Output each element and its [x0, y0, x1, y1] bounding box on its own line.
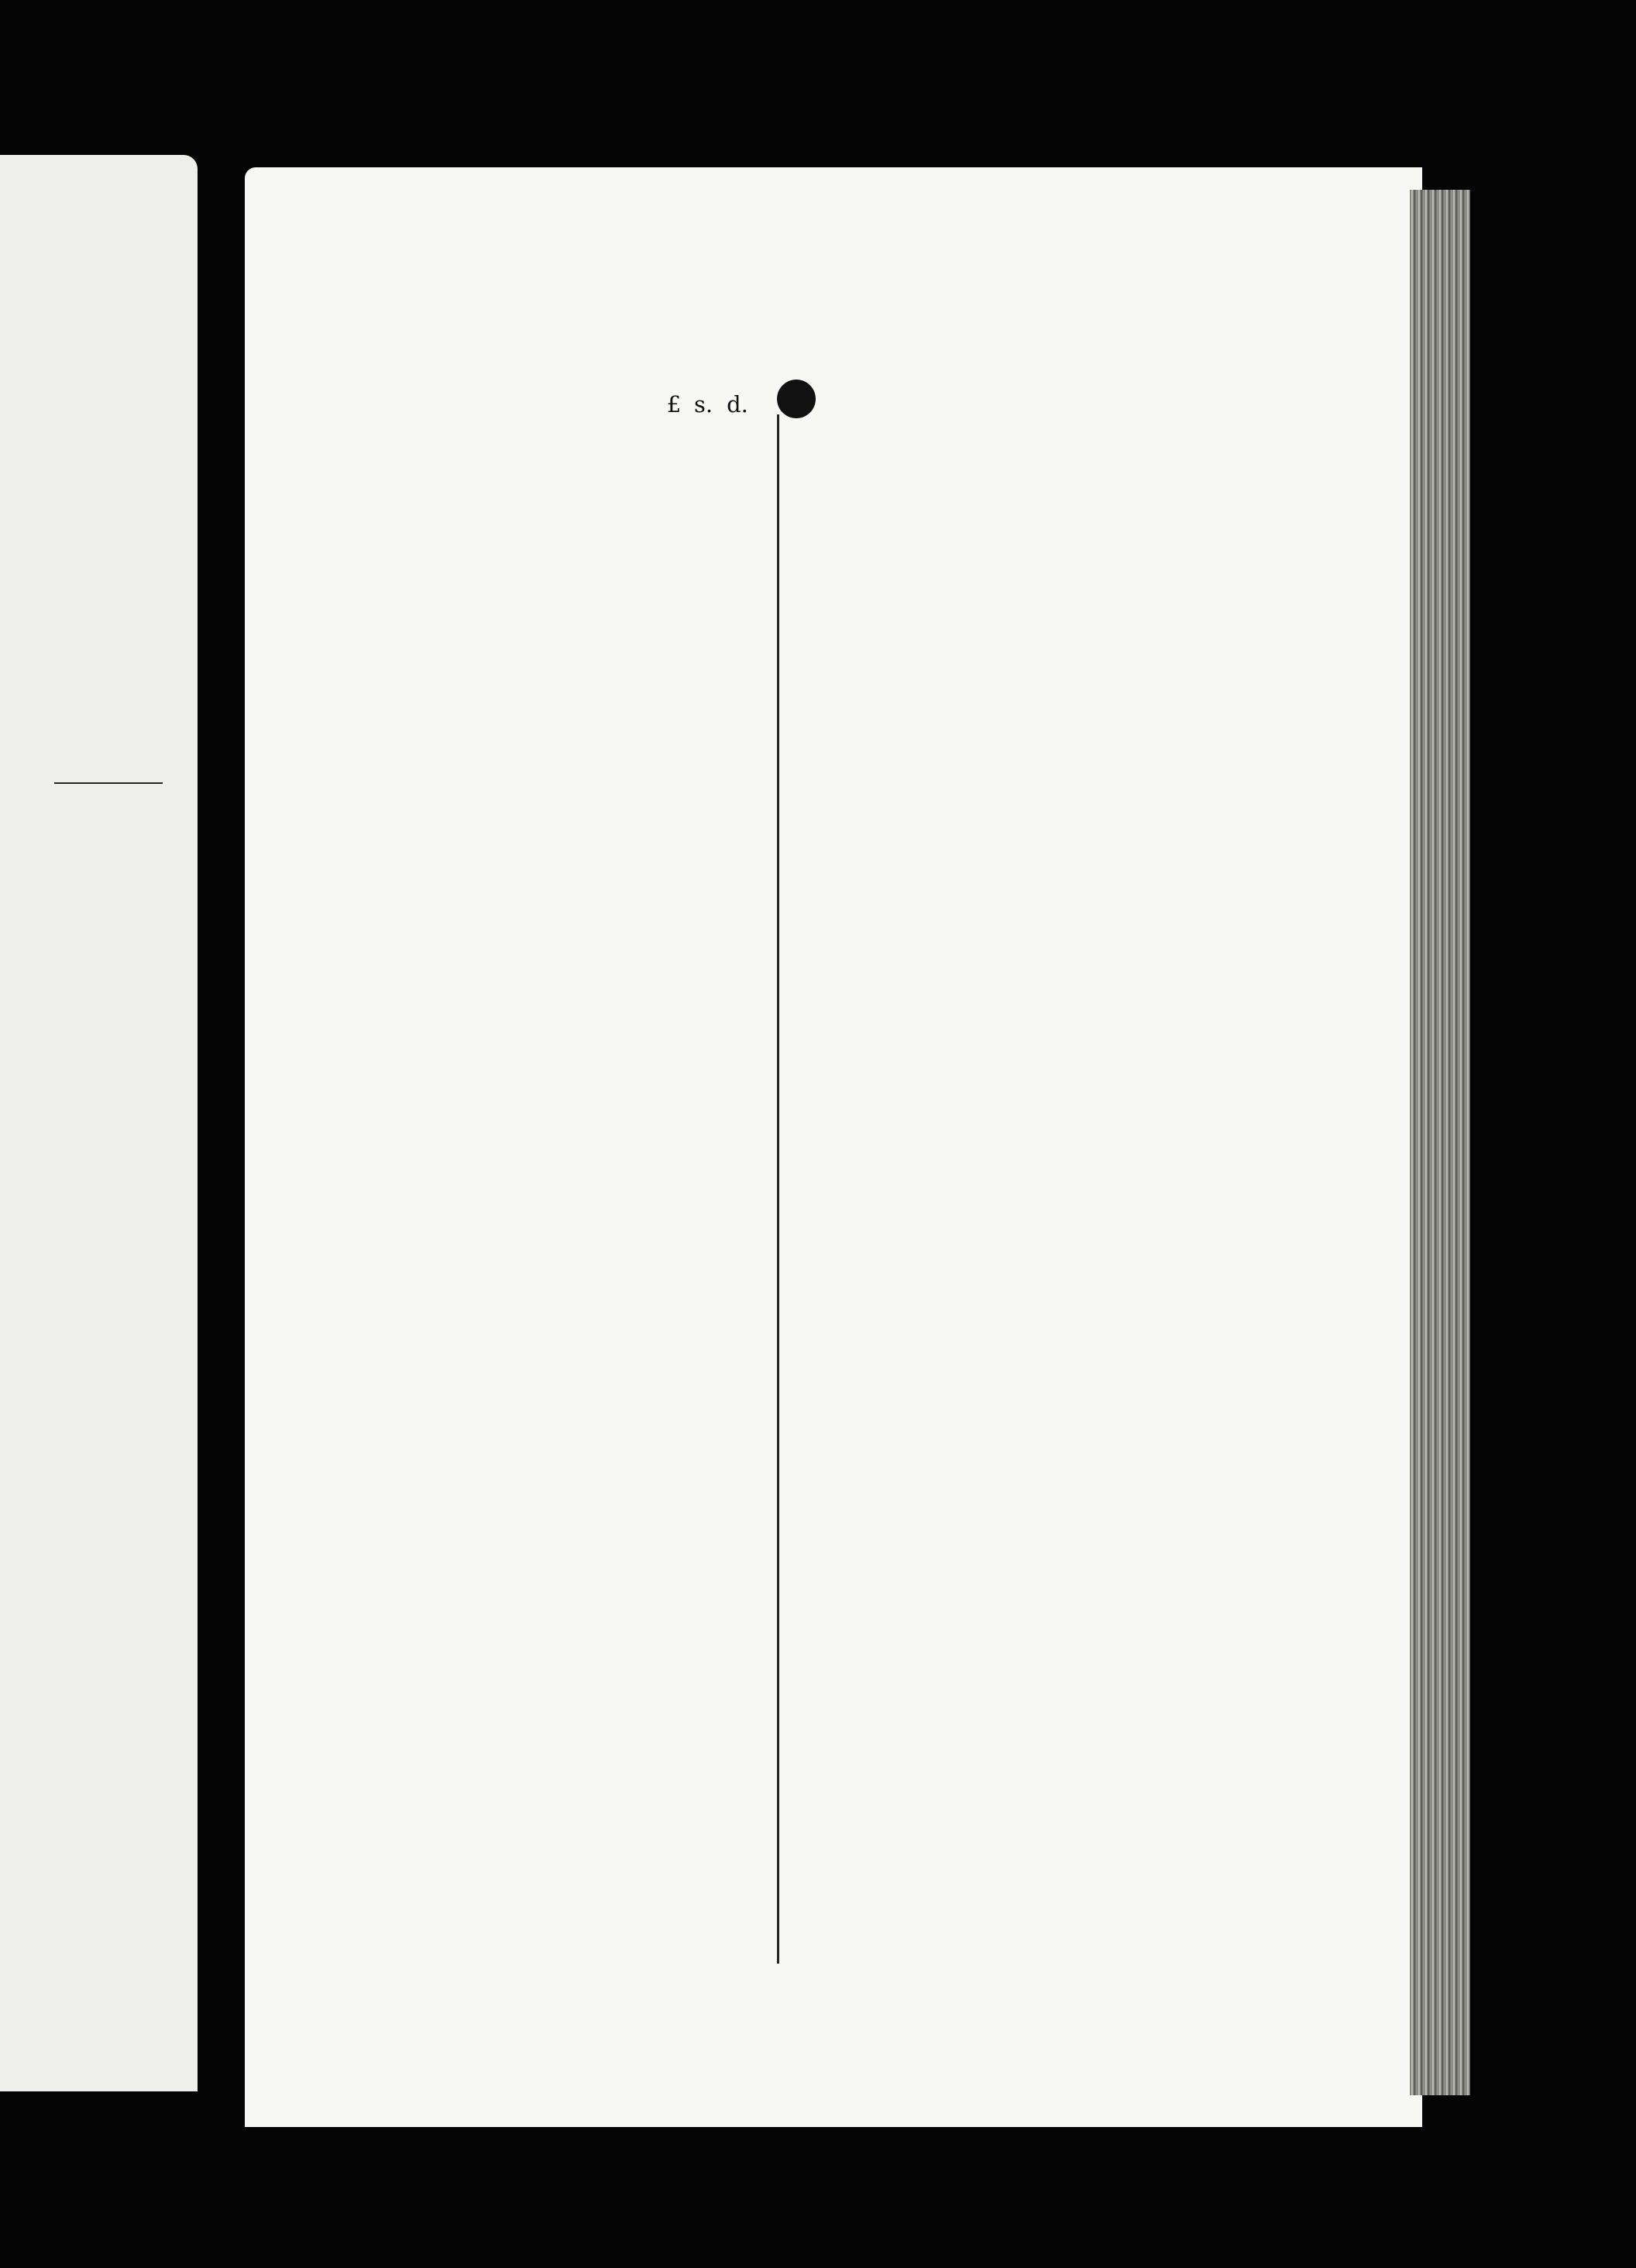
money-header-left — [662, 391, 754, 418]
column-divider — [777, 414, 779, 1964]
pence: d. — [727, 391, 748, 418]
main-page — [245, 167, 1422, 2127]
shillings: s. — [693, 391, 713, 418]
page-edge — [1410, 190, 1470, 2095]
total-rule — [54, 782, 163, 784]
left-page — [0, 155, 198, 2091]
pounds: £ — [666, 391, 682, 418]
ink-blot — [777, 380, 816, 418]
